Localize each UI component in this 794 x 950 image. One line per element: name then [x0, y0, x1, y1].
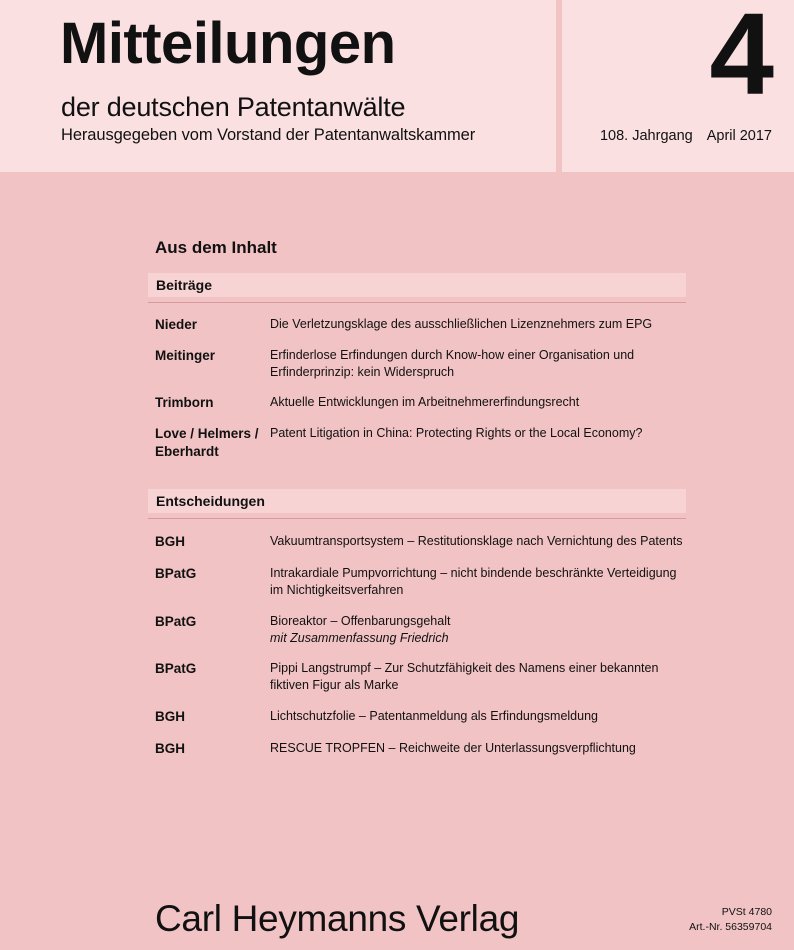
- entry-title: [270, 565, 686, 599]
- toc-section-entscheidungen: [148, 489, 686, 758]
- masthead: [0, 0, 794, 172]
- entry-title-text: Pippi Langstrumpf – Zur Schutzfähigkeit des Namens einer bekannten fiktiven Figur als Marke: [270, 661, 659, 693]
- entry-title-text: Patent Litigation in China: Protecting Rights or the Local Economy?: [270, 425, 643, 440]
- entry-author: BPatG: [155, 613, 197, 629]
- list-item: [148, 533, 686, 551]
- issue-volume: 108. Jahrgang: [599, 128, 693, 144]
- list-item: [148, 347, 686, 381]
- issue-date: April 2017: [706, 128, 772, 144]
- entry-title-text: Aktuelle Entwicklungen im Arbeitnehmererfindungsrecht: [270, 394, 580, 409]
- entry-title: [270, 660, 686, 694]
- toc-section-beitraege: [148, 273, 686, 461]
- list-item: [148, 425, 686, 461]
- entry-author: BGH: [155, 534, 185, 549]
- entry-author: Trimborn: [155, 394, 214, 410]
- article-number: Art.-Nr. 56359704: [689, 920, 772, 933]
- entry-author: BGH: [155, 741, 185, 757]
- pvst-code: PVSt 4780: [721, 905, 772, 918]
- issue-number: 4: [709, 0, 774, 119]
- section-divider: [148, 302, 686, 303]
- list-item: [148, 740, 686, 758]
- entry-title: [270, 533, 686, 551]
- entry-author: BPatG: [155, 661, 197, 677]
- entry-title: [270, 740, 686, 758]
- section-header-label: Entscheidungen: [148, 489, 686, 513]
- entry-title: [270, 347, 686, 381]
- entry-title-text: RESCUE TROPFEN – Reichweite der Unterlassungsverpflichtung: [270, 741, 636, 756]
- entry-title-text: Erfinderlose Erfindungen durch Know-how einer Organisation und Erfinderprinzip: kein Widerspruch: [270, 347, 635, 379]
- content-area: [0, 172, 794, 950]
- issue-meta: [600, 128, 772, 144]
- list-item: [148, 565, 686, 599]
- entry-title-text: Vakuumtransportsystem – Restitutionsklage nach Vernichtung des Patents: [270, 534, 683, 548]
- journal-subtitle: der deutschen Patentanwälte: [61, 92, 406, 122]
- journal-title: Mitteilungen: [60, 11, 396, 76]
- entry-author: BPatG: [155, 565, 197, 581]
- entry-title-text: Bioreaktor – Offenbarungsgehalt: [270, 613, 451, 628]
- entry-title-text: Lichtschutzfolie – Patentanmeldung als Erfindungsmeldung: [270, 709, 598, 724]
- list-item: [148, 316, 686, 334]
- entry-author: Nieder: [155, 317, 198, 332]
- list-item: [148, 708, 686, 726]
- list-item: [148, 660, 686, 694]
- entry-title: [270, 316, 686, 334]
- footer-codes: [689, 905, 772, 935]
- entry-author: Love / Helmers / Eberhardt: [155, 425, 259, 459]
- entry-title: [270, 425, 686, 461]
- toc-heading: Aus dem Inhalt: [155, 238, 277, 257]
- entry-title-text: Die Verletzungsklage des ausschließlichen Lizenznehmers zum EPG: [270, 317, 653, 331]
- entry-title: [270, 708, 686, 726]
- journal-publisher-line: Herausgegeben vom Vorstand der Patentanwaltskammer: [61, 126, 476, 144]
- entry-author: Meitinger: [155, 347, 216, 363]
- entry-author: BGH: [155, 709, 185, 725]
- publisher-brand: Carl Heymanns Verlag: [155, 898, 520, 939]
- section-header-label: Beiträge: [148, 273, 686, 297]
- entry-title: [270, 613, 686, 647]
- entry-subtitle-text: mit Zusammenfassung Friedrich: [270, 630, 449, 645]
- entry-title: [270, 394, 686, 412]
- list-item: [148, 613, 686, 647]
- list-item: [148, 394, 686, 412]
- section-divider: [148, 518, 686, 519]
- entry-title-text: Intrakardiale Pumpvorrichtung – nicht bindende beschränkte Verteidigung im Nichtigkeitsverfahren: [270, 565, 677, 597]
